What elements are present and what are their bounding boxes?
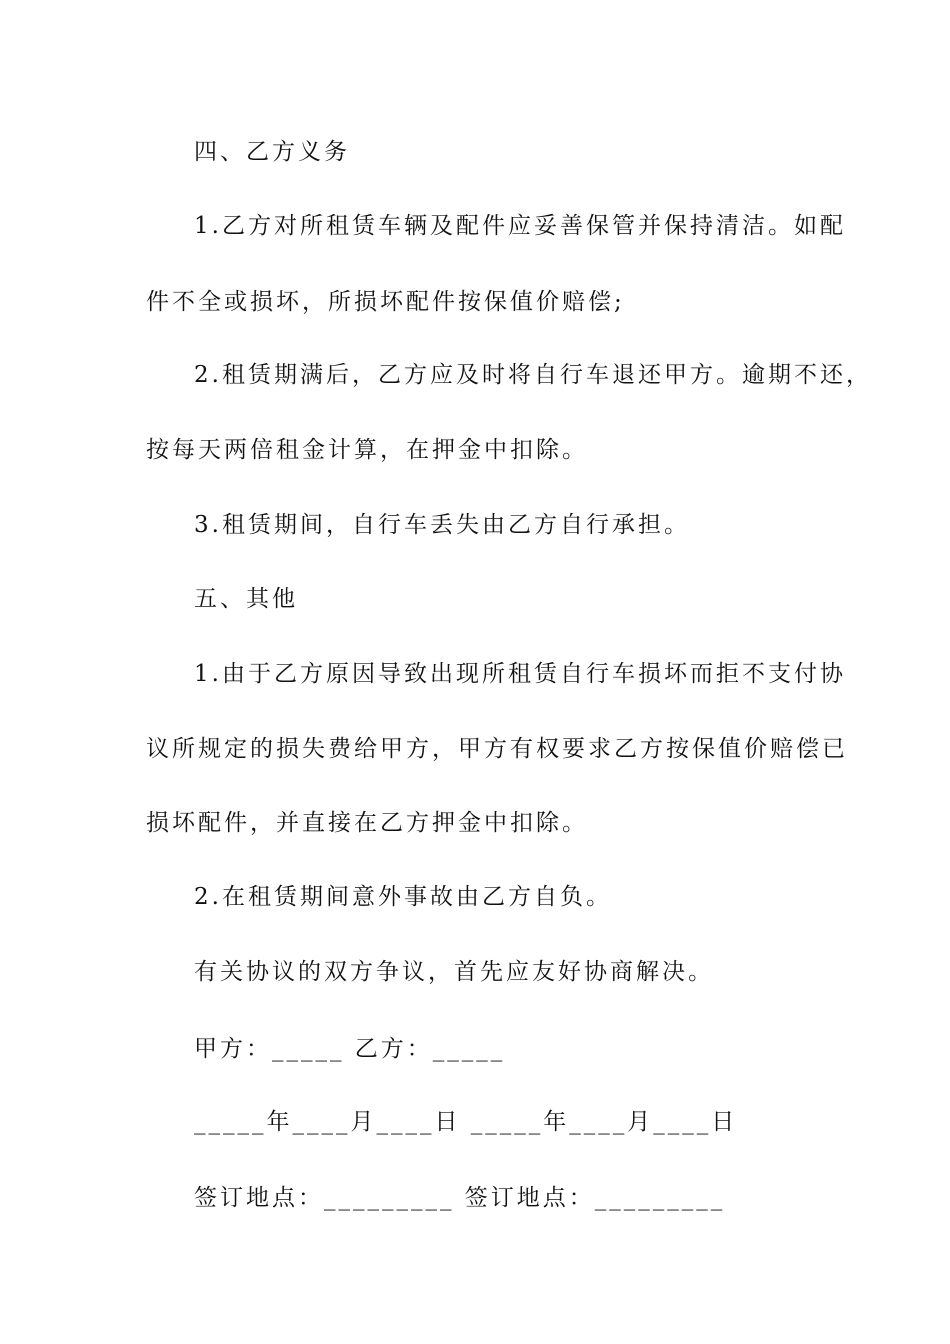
section-5-heading: 五、其他 <box>194 586 298 612</box>
s4-item1-line1: 1.乙方对所租赁车辆及配件应妥善保管并保持清洁。如配 <box>194 213 846 239</box>
s5-item1-line3: 损坏配件，并直接在乙方押金中扣除。 <box>146 810 588 836</box>
signing-place-line: 签订地点：_________ 签订地点：_________ <box>194 1185 726 1211</box>
s4-item3: 3.租赁期间，自行车丢失由乙方自行承担。 <box>194 512 690 538</box>
s5-item1-line2: 议所规定的损失费给甲方，甲方有权要求乙方按保值价赔偿已 <box>146 736 848 762</box>
section-4-heading: 四、乙方义务 <box>194 139 350 165</box>
dispute-clause: 有关协议的双方争议，首先应友好协商解决。 <box>194 959 714 985</box>
s4-item2-line1: 2.租赁期满后，乙方应及时将自行车退还甲方。逾期不还， <box>194 362 872 388</box>
date-line: _____年____月____日 _____年____月____日 <box>194 1109 738 1135</box>
s5-item1-line1: 1.由于乙方原因导致出现所租赁自行车损坏而拒不支付协 <box>194 661 846 687</box>
s4-item2-line2: 按每天两倍租金计算，在押金中扣除。 <box>146 437 588 463</box>
party-signature-line: 甲方：_____ 乙方：_____ <box>194 1036 506 1062</box>
s4-item1-line2: 件不全或损坏，所损坏配件按保值价赔偿; <box>146 289 625 315</box>
s5-item2: 2.在租赁期间意外事故由乙方自负。 <box>194 884 612 910</box>
